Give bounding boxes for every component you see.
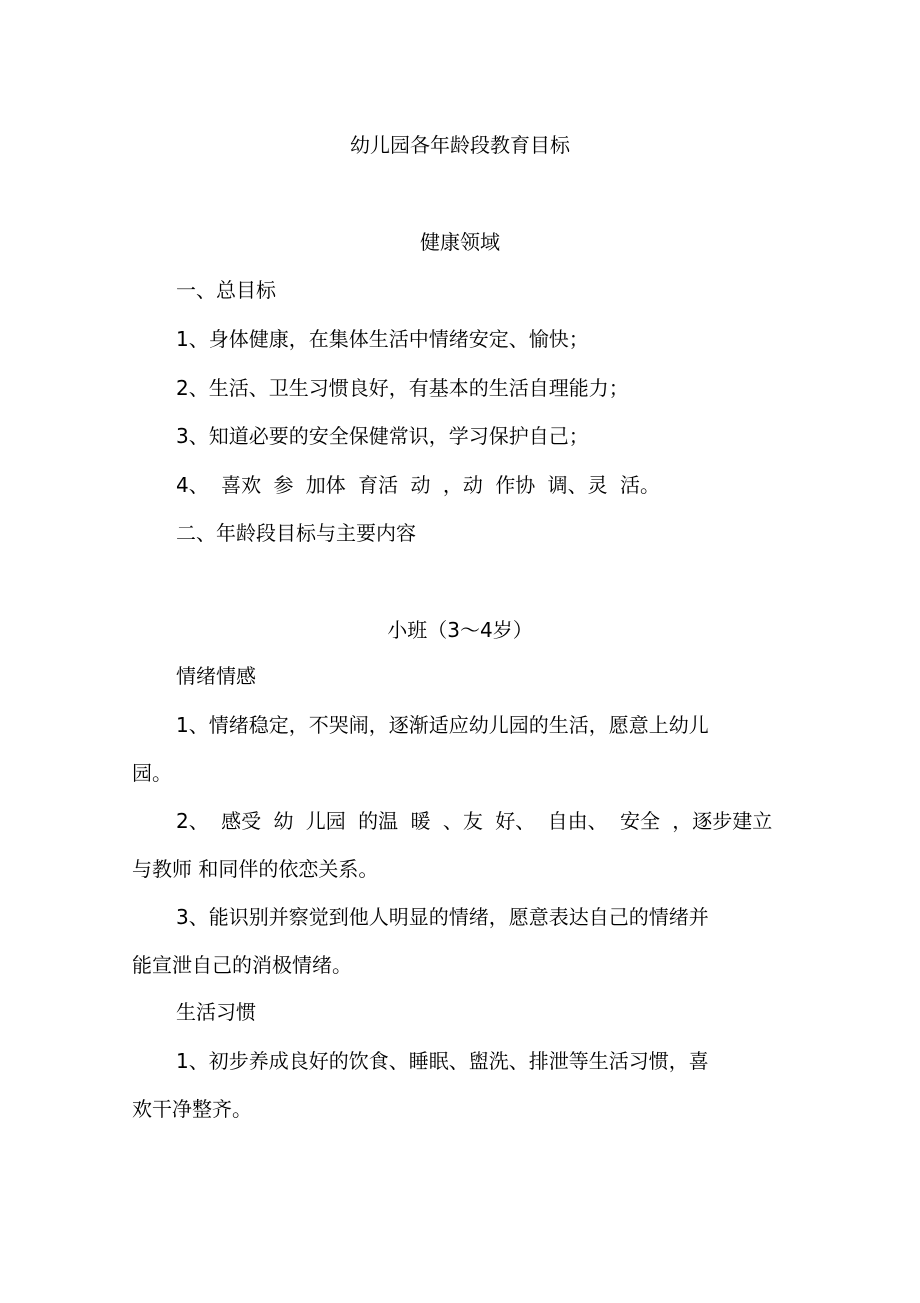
goal-item-3: 3、知道必要的安全保健常识，学习保护自己； [176,424,589,448]
document-title: 幼儿园各年龄段教育目标 [350,133,570,157]
emotion-item-1-line-2: 园。 [132,761,172,785]
emotion-item-1-line-1: 1、情绪稳定，不哭闹，逐渐适应幼儿园的生活，愿意上幼儿 [176,713,709,737]
domain-heading: 健康领域 [420,230,500,254]
emotion-subheading: 情绪情感 [176,664,256,688]
habits-item-1-line-1: 1、初步养成良好的饮食、睡眠、盥洗、排泄等生活习惯，喜 [176,1049,709,1073]
emotion-item-3-line-1: 3、能识别并察觉到他人明显的情绪，愿意表达自己的情绪并 [176,905,709,929]
section-heading-overall-goals: 一、总目标 [176,278,276,302]
small-class-heading: 小班（3～4岁） [387,618,533,642]
habits-subheading: 生活习惯 [176,1000,256,1024]
goal-item-1: 1、身体健康，在集体生活中情绪安定、愉快； [176,327,589,351]
goal-item-4: 4、 喜欢 参 加体 育活 动 ，动 作协 调、灵 活。 [176,473,660,497]
habits-item-1-line-2: 欢干净整齐。 [132,1097,252,1121]
emotion-item-3-line-2: 能宣泄自己的消极情绪。 [132,953,352,977]
emotion-item-2-line-2: 与教师 和同伴的依恋关系。 [132,857,379,881]
section-heading-age-goals: 二、年龄段目标与主要内容 [176,521,416,545]
emotion-item-2-line-1: 2、 感受 幼 儿园 的温 暖 、友 好、 自由、 安全 ，逐步建立 [176,809,773,833]
goal-item-2: 2、生活、卫生习惯良好，有基本的生活自理能力； [176,376,629,400]
